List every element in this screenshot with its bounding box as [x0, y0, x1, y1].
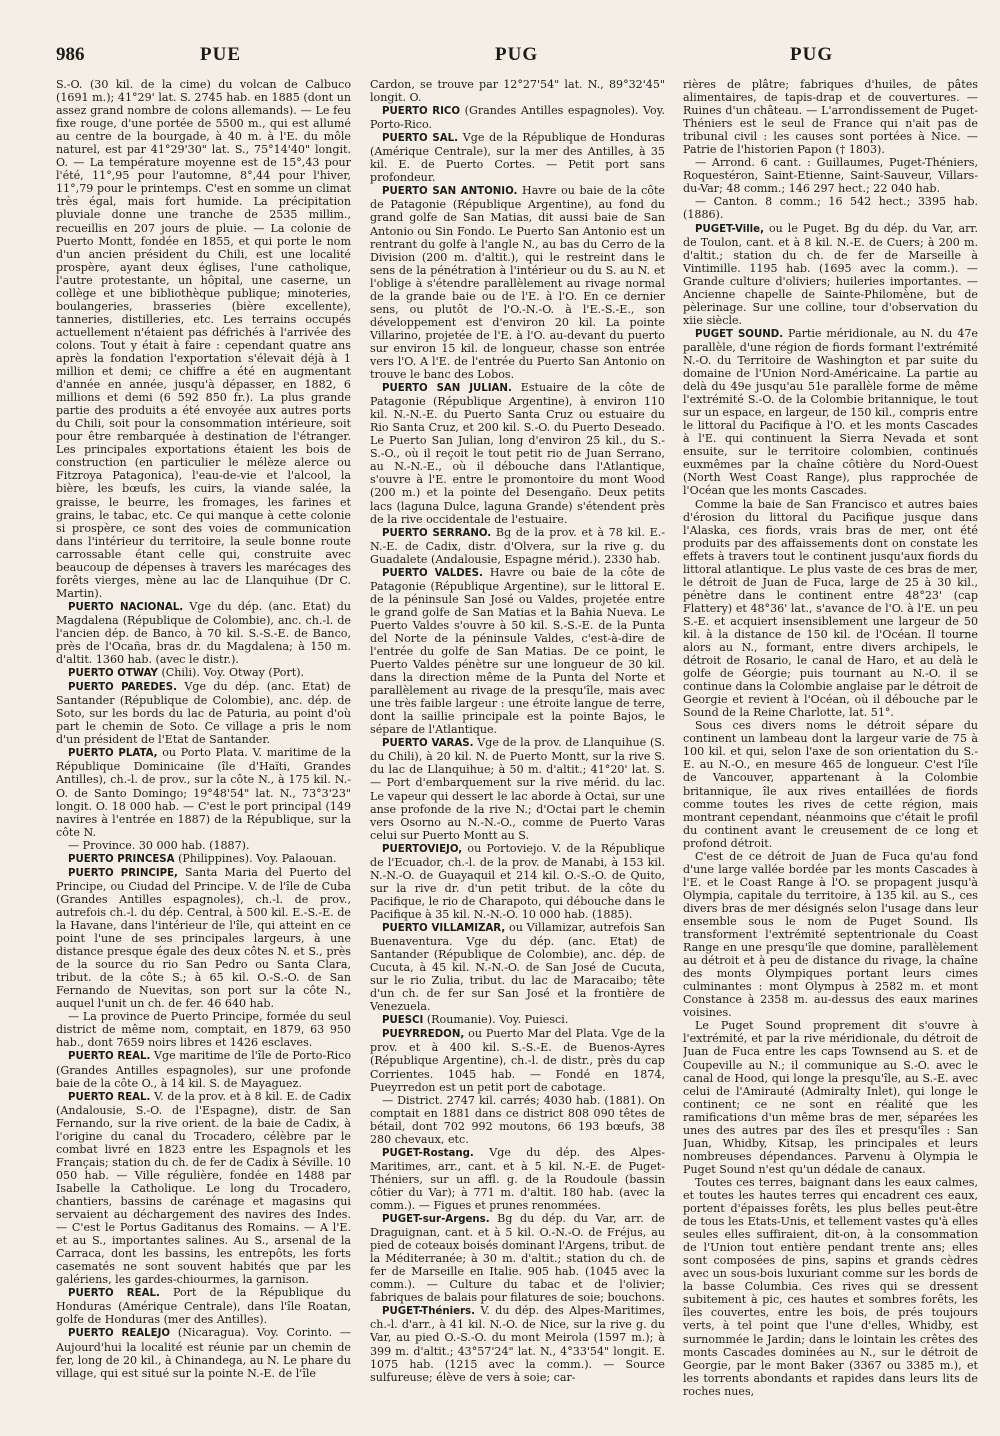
dictionary-entry	[683, 327, 978, 498]
entry-headword: PUGET-sur-Argens.	[382, 1214, 490, 1226]
entry-text: ou Villamizar, autrefois San Buenaventura. Vge du dép. (anc. Etat) de Santander (République de Colombie), anc. dép. de Cucuta, à 45 kil. N.-N.-O. de San José de Cucuta, sur le rio Zulia, tribut. du lac de Maracaibo; tête d'un ch. de fer sur San José et la frontière de Venezuela.	[370, 921, 665, 1014]
dictionary-entry	[370, 736, 665, 841]
dictionary-entry	[370, 1212, 665, 1304]
entry-text: V. du dép. des Alpes-Maritimes, ch.-l. d'arr., à 41 kil. N.-O. de Nice, sur la rive g. du Var, au pied O.-S.-O. du mont Meirola (1597 m.); à 399 m. d'altit.; 43°57'24" lat. N., 4°33'54" longit. E. 1075 hab. (1215 avec la comm.). — Source sulfureuse; élève de vers à soie; car-	[370, 1304, 665, 1384]
entry-text: Sous ces divers noms le détroit sépare du continent un lambeau dont la largeur varie de 75 à 100 kil. et qui, selon l'axe de son orientation du S.-E. au N.-O., en mesure 465 de longueur. C'est l'île de Vancouver, appartenant à la Colombie britannique, île aux rives entaillées de fiords comme toutes les rives de cette région, mais montrant cependant, néanmoins que c'était le profil du continent avant le creusement de ce long et profond détroit.	[683, 719, 978, 850]
entry-text: (Roumanie). Voy. Puiesci.	[426, 1013, 569, 1027]
entry-text: — Arrond. 6 cant. : Guillaumes, Puget-Théniers, Roquestéron, Saint-Etienne, Saint-Sauveur, Villars-du-Var; 48 comm.; 146 297 hect.; 22 040 hab.	[683, 156, 978, 196]
entry-text: Vge de la prov. de Llanquihue (S. du Chili), à 20 kil. N. de Puerto Montt, sur la rive S. du lac de Llanquihue; à 50 m. d'altit.; 41°20' lat. S. — Port d'embarquement sur la rive mérid. du lac. Le vapeur qui dessert le lac aborde à Octai, sur une anse profonde de la rive N.; d'Octai part le chemin vers Osorno au N.-N.-O., comme de Puerto Varas celui sur Puerto Montt au S.	[370, 736, 665, 842]
dictionary-entry	[56, 600, 351, 666]
text-column-right	[683, 78, 978, 1423]
entry-headword: PUGET-Ville,	[695, 223, 764, 235]
entry-headword: PUERTOVIEJO,	[382, 843, 463, 855]
entry-text: Vge maritime de l'île de Porto-Rico (Grandes Antilles espagnoles), sur une profonde baie de la côte O., à 14 kil. S. de Mayaguez.	[56, 1049, 351, 1090]
page-header	[0, 44, 1000, 72]
entry-text: V. de la prov. et à 8 kil. E. de Cadix (Andalousie, S.-O. de l'Espagne), distr. de San Fernando, sur la rive orient. de la baie de Cadix, à l'origine du canal du Trocadero, célèbre par le combat livré en 1823 entre les Espagnols et les Français; station du ch. de fer de Cadix à Séville. 10 050 hab. — Ville régulière, fondée en 1488 par Isabelle la Catholique. Le long du Trocadero, chantiers, bassins de carénage et magasins qui servaient au déchargement des navires des Indes. — C'est le Portus Gaditanus des Romains. — A l'E. et au S., importantes salines. Au S., arsenal de la Carraca, dont les bassins, les entrepôts, les forts casematés ne sont souvent habités que par les galériens, les gardes-chiourmes, la garnison.	[56, 1089, 351, 1287]
entry-headword: PUERTO PRINCIPE,	[68, 867, 178, 879]
entry-text: Vge de la République de Honduras (Amérique Centrale), sur la mer des Antilles, à 35 kil. E. de Puerto Cortes. — Petit port sans profondeur.	[370, 131, 665, 185]
entry-headword: PUERTO VALDES.	[382, 567, 483, 579]
dictionary-entry	[683, 222, 978, 327]
dictionary-entry	[56, 78, 351, 600]
entry-headword: PUERTO VILLAMIZAR,	[382, 923, 506, 934]
entry-headword: PUERTO SERRANO.	[382, 527, 492, 539]
entry-headword: PUGET SOUND.	[695, 328, 784, 340]
entry-text: (Philippines). Voy. Palaouan.	[178, 851, 337, 865]
entry-text: (Chili). Voy. Otway (Port).	[161, 666, 305, 680]
entry-text: ou Portoviejo. V. de la République de l'Ecuador, ch.-l. de la prov. de Manabi, à 153 kil. N.-N.-O. de Guayaquil et 214 kil. O.-S.-O. de Quito, sur la rive dr. d'un petit tribut. de la côte du Pacifique, le rio de Charapoto, qui débouche dans le Pacifique à 35 kil. N.-N.-O. 10 000 hab. (1885).	[370, 841, 665, 921]
entry-headword: PUERTO REAL.	[68, 1051, 151, 1063]
entry-headword: PUGET-Rostang.	[382, 1147, 474, 1159]
entry-text: Comme la baie de San Francisco et autres baies d'érosion du littoral du Pacifique jusque dans l'Alaska, ces fiords, vrais bras de mer, ont été produits par des affaissements dont on constate les effets à travers tout le continent jusqu'aux fiords du littoral atlantique. Le plus vaste de ces bras de mer, le détroit de Juan de Fuca, large de 25 à 30 kil., pénètre dans le continent entre 48°23' (cap Flattery) et 48°36' lat., s'avance de l'O. à l'E. un peu S.-E. et acquiert insensiblement une largeur de 50 kil. à la distance de 150 kil. de l'Océan. Il tourne alors au N., formant, entre divers archipels, le détroit de Rosario, le canal de Haro, et au delà le golfe de Géorgie; puis tournant au N.-O. il se continue dans la Colombie anglaise par le détroit de Georgie et revient à l'Océan, où il débouche par le Sound de la Reine Charlotte, lat. 51°.	[683, 497, 978, 720]
entry-headword: PUERTO PLATA,	[68, 748, 158, 760]
entry-headword: PUERTO RICO	[382, 106, 461, 118]
entry-text: ou Porto Plata. V. maritime de la République Dominicaine (île d'Haïti, Grandes Antilles), ch.-l. de prov., sur la côte N., à 175 kil. N.-O. de Santo Domingo; 19°48'54" lat. N., 73°3'23" longit. O. 18 000 hab. — C'est le port principal (149 navires à l'entrée en 1887) de la République, sur la côte N.	[56, 746, 351, 839]
dictionary-entry	[370, 1027, 665, 1093]
dictionary-entry	[370, 1094, 665, 1146]
entry-text: Toutes ces terres, baignant dans les eaux calmes, et toutes les hautes terres qui encadrent ces eaux, portent d'épaisses forêts, les plus belles peut-être de tous les Etats-Unis, et tellement vastes qu'à elles seules elles suffiraient, dit-on, à la consommation de l'Union tout entière pendant trente ans; elles sont composées de pins, sapins et grands cèdres avec un sous-bois luxuriant comme sur les bords de la basse Columbia. Ces rives qui se dressent subitement à pic, ces hautes et sombres forêts, les îles couvertes, entre les bois, de prés toujours verts, à tel point que l'une d'elles, Whidby, est surnommée le Jardin; dans le lointain les crêtes des monts Cascades dominées au N., sur le détroit de Georgie, par le mont Baker (3367 ou 3385 m.), et les torrents abondants et rapides dans leurs lits de roches nues,	[683, 1175, 978, 1398]
dictionary-entry	[370, 184, 665, 381]
dictionary-entry	[56, 1090, 351, 1287]
dictionary-entry	[56, 839, 351, 852]
dictionary-entry	[370, 566, 665, 737]
dictionary-entry	[683, 78, 978, 156]
dictionary-entry	[370, 921, 665, 1013]
entry-text: — Province. 30 000 hab. (1887).	[68, 838, 250, 852]
entry-headword: PUERTO PAREDES.	[68, 682, 177, 694]
dictionary-entry	[370, 842, 665, 921]
entry-text: Port de la République du Honduras (Amérique Centrale), dans l'île Roatan, golfe de Honduras (mer des Antilles).	[56, 1286, 351, 1327]
dictionary-entry	[56, 746, 351, 838]
entry-headword: PUERTO SAN ANTONIO.	[382, 186, 518, 198]
entry-text: Estuaire de la côte de Patagonie (République Argentine), à environ 110 kil. N.-N.-E. du Puerto Santa Cruz ou estuaire du Rio Santa Cruz, et 200 kil. S.-O. du Puerto Deseado. Le Puerto San Julian, long d'environ 25 kil., du S.-S.-O., où il reçoit le tout petit rio de Juan Serrano, au N.-N.-E., où il débouche dans l'Atlantique, s'ouvre à l'E. entre le promontoire du mont Wood (200 m.) et la pointe del Desengaño. Deux petits lacs (laguna Dulce, laguna Grande) s'étendent près de la rive occidentale de l'estuaire.	[370, 381, 665, 526]
dictionary-entry	[370, 526, 665, 566]
entry-text: — District. 2747 kil. carrés; 4030 hab. (1881). On comptait en 1881 dans ce district 808 090 têtes de bétail, dont 702 992 moutons, 66 193 bœufs, 38 280 chevaux, etc.	[370, 1093, 665, 1146]
dictionary-entry	[370, 1013, 665, 1027]
entry-headword: PUERTO REALEJO	[68, 1328, 171, 1340]
dictionary-entry	[683, 719, 978, 849]
entry-text: rières de plâtre; fabriques d'huiles, de pâtes alimentaires, de tapis-drap et de couvertures. — Ruines d'un château. — L'arrondissement de Puget-Théniers est le seul de France qui n'ait pas de tribunal civil : les causes sont portées à Nice. — Patrie de l'historien Papon († 1803).	[683, 78, 978, 157]
entry-text: ou le Puget. Bg du dép. du Var, arr. de Toulon, cant. et à 8 kil. N.-E. de Cuers; à 200 m. d'altit.; station du ch. de fer de Marseille à Vintimille. 1195 hab. (1695 avec la comm.). — Grande culture d'oliviers; huileries importantes. — Ancienne chapelle de Sainte-Philomène, but de pèlerinage. Sur une colline, tour d'observation du xiie siècle.	[683, 221, 978, 327]
dictionary-entry	[370, 1146, 665, 1212]
entry-text: (Nicaragua). Voy. Corinto. — Aujourd'hui la localité est réunie par un chemin de fer, long de 20 kil., à Chinandega, au N. Le phare du village, qui est situé sur la pointe N.-E. de l'île	[56, 1326, 351, 1380]
entry-text: Santa Maria del Puerto del Principe, ou Ciudad del Principe. V. de l'île de Cuba (Grandes Antilles espagnoles), ch.-l. de prov., autrefois ch.-l. du dép. Central, à 500 kil. E.-S.-E. de la Havane, dans l'intérieur de l'île, qui atteint en ce point l'une de ses principales largeurs, à une distance presque égale des deux côtes N. et S., près de la source du rio San Pedro ou Santa Clara, tribut. de la côte S.; à 65 kil. O.-S.-O. de San Fernando de Nuevitas, son port sur la côte N., auquel l'unit un ch. de fer. 46 640 hab.	[56, 865, 351, 1011]
dictionary-entry	[370, 78, 665, 104]
dictionary-entry	[56, 1049, 351, 1089]
entry-headword: PUERTO SAN JULIAN.	[382, 383, 512, 395]
entry-text: Bg de la prov. et à 78 kil. E.-N.-E. de Cadix, distr. d'Olvera, sur la rive g. du Guadalete (Andalousie, Espagne mérid.). 2330 hab.	[370, 525, 665, 566]
dictionary-entry	[370, 1304, 665, 1383]
dictionary-entry	[370, 131, 665, 184]
entry-text: Bg du dép. du Var, arr. de Draguignan, cant. et à 5 kil. O.-N.-O. de Fréjus, au pied de coteaux boisés dominant l'Argens, tribut. de la Méditerranée; à 30 m. d'altit.; station du ch. de fer de Marseille en Italie. 905 hab. (1045 avec la comm.). — Culture du tabac et de l'olivier; fabriques de balais pour filatures de soie; bouchons.	[370, 1212, 665, 1305]
dictionary-entry	[370, 381, 665, 526]
entry-headword: PUERTO REAL.	[68, 1288, 160, 1300]
dictionary-entry	[56, 666, 351, 680]
entry-headword: PUERTO OTWAY	[68, 668, 158, 680]
dictionary-entry	[56, 852, 351, 866]
entry-headword: PUERTO PRINCESA	[68, 853, 175, 865]
entry-text: Partie méridionale, au N. du 47e parallèle, d'une région de fiords formant l'extrémité N.-O. du Territoire de Washington et par suite du domaine de l'Union Nord-Américaine. La partie au delà du 49e jusqu'au 51e parallèle forme de même l'extrémité S.-O. de la Colombie britannique, le tout sur un espace, en largeur, de 150 kil., compris entre le littoral du Pacifique à l'O. et les monts Cascades à l'E. qui continuent la Sierra Nevada et sont ensuite, sur le territoire colombien, continués euxmêmes par la chaîne côtière du Nord-Ouest (North West Coast Range), plus rapprochée de l'Océan que les monts Cascades.	[683, 326, 978, 498]
dictionary-entry	[56, 680, 351, 746]
entry-text: Le Puget Sound proprement dit s'ouvre à l'extrémité, et par la rive méridionale, du détroit de Juan de Fuca entre les caps Townsend au S. et de Coupeville au N.; il communique au S.-O. avec le canal de Hood, qui longe la presqu'île, au S.-E. avec celui de l'Amirauté (Admiralty Inlet), qui longe le continent; ce ne sont en réalité que les ramifications d'un même bras de mer, séparées les unes des autres par des îles et presqu'îles : San Juan, Whidby, Kitsap, les principales et leurs nombreuses dépendances. Parvenu à Olympia le Puget Sound n'est qu'un dédale de canaux.	[683, 1019, 978, 1176]
dictionary-entry	[370, 104, 665, 131]
dictionary-entry	[56, 1286, 351, 1326]
entry-text: (Grandes Antilles espagnoles). Voy. Porto-Rico.	[370, 104, 665, 132]
entry-text: C'est de ce détroit de Juan de Fuca qu'au fond d'une large vallée bordée par les monts Cascades à l'E. et le Coast Range à l'O. se propagent jusqu'à Olympia, capitale du territoire, à 135 kil. au S., ces divers bras de mer désignés selon l'usage dans leur ensemble sous le nom de Puget Sound. Ils transforment l'extrémité septentrionale du Coast Range en une presqu'île que domine, parallèlement au détroit et à peu de distance du rivage, la chaîne des monts Olympiques portant leurs cimes culminantes : mont Olympus à 2582 m. et mont Constance à 2358 m. au-dessus des eaux marines voisines.	[683, 849, 978, 1020]
text-column-middle	[370, 78, 665, 1423]
dictionary-entry	[683, 850, 978, 1020]
dictionary-entry	[683, 156, 978, 195]
dictionary-entry	[56, 866, 351, 1011]
entry-headword: PUERTO NACIONAL.	[68, 601, 184, 613]
running-headword-center: PUG	[495, 44, 539, 65]
entry-text: Havre ou baie de la côte de Patagonie (République Argentine), au fond du grand golfe de San Matias, dit aussi baie de San Antonio ou Sin Fondo. Le Puerto San Antonio est un rentrant du golfe à l'angle N., au bas du Cerro de la Division (200 m. d'altit.), qui le restreint dans le sens de la pénétration à l'intérieur ou du S. au N. et l'oblige à s'étendre parallèlement au rivage normal de la grande baie ou de l'E. à l'O. En ce dernier sens, ou plutôt de l'O.-N.-O. à l'E.-S.-E., son développement est d'environ 20 kil. La pointe Villarino, projetée de l'E. à l'O. au-devant du puerto sur environ 15 kil. de longueur, chasse son entrée vers l'O. A l'E. de l'entrée du Puerto San Antonio on trouve le banc des Lobos.	[370, 184, 665, 382]
running-headword-left: PUE	[200, 44, 241, 65]
entry-text: — Canton. 8 comm.; 16 542 hect.; 3395 hab. (1886).	[683, 195, 978, 222]
entry-headword: PUEYRREDON,	[382, 1029, 465, 1041]
entry-text: S.-O. (30 kil. de la cime) du volcan de Calbuco (1691 m.); 41°29' lat. S. 2745 hab. en 1885 (dont un assez grand nombre de colons allemands). — Le feu fixe rouge, d'une portée de 5500 m., qui est allumé au centre de la bourgade, à 40 m. à l'E. du môle naturel, est par 41°29'30" lat. S., 75°14'40" longit. O. — La température moyenne est de 15°,43 pour l'été, 11°,95 pour l'automne, 8°,44 pour l'hiver, 11°,79 pour le printemps. C'est en somme un climat très égal, mais fort humide. La précipitation pluviale donne une tranche de 2535 millim., recueillis en 207 jours de pluie. — La colonie de Puerto Montt, fondée en 1855, et qui porte le nom d'un ancien président du Chili, est une localité prospère, ayant deux églises, l'une catholique, l'autre protestante, un hôpital, une caserne, un collège et une bibliothèque publique; minoteries, boulangeries, brasseries (bière excellente), tanneries, distilleries, etc. Les terrains occupés actuellement n'étaient pas défrichés à l'arrivée des colons. Tout y était à faire : cependant quatre ans après la fondation l'exportation s'élevait déjà à 1 million et demi; ce chiffre a été en augmentant d'année en année, jusqu'à dépasser, en 1882, 6 millions et demi (6 592 850 fr.). La plus grande partie des produits a été envoyée aux autres ports du Chili, soit pour la consommation intérieure, soit pour être rembarquée à destination de l'étranger. Les principales exportations étaient les bois de construction (en particulier le mélèze alerce ou Fitzroya Patagonica), l'eau-de-vie et l'alcool, la bière, les bœufs, les cuirs, la viande salée, la graisse, le beurre, les fromages, les farines et grains, le tabac, etc. Ce qui manque à cette colonie si prospère, ce sont des voies de communication dans l'intérieur du territoire, la seule bonne route carrossable étant celle qui, construite avec beaucoup de dépenses à travers les marécages des forêts vierges, mène au lac de Llanquihue (Dr C. Martin).	[56, 78, 351, 600]
entry-text: ou Puerto Mar del Plata. Vge de la prov. et à 400 kil. S.-S.-E. de Buenos-Ayres (République Argentine), ch.-l. de distr., près du cap Corrientes. 1045 hab. — Fondé en 1874, Pueyrredon est un petit port de cabotage.	[370, 1027, 665, 1094]
dictionary-entry	[56, 1010, 351, 1049]
entry-headword: PUERTO VARAS.	[382, 738, 474, 750]
dictionary-entry	[683, 1176, 978, 1398]
entry-text: Vge du dép. (anc. Etat) de Santander (République de Colombie), anc. dép. de Soto, sur les bords du lac de Paturia, au point d'où part le chemin de Soto. Ce village a pris le nom d'un président de l'Etat de Santander.	[56, 680, 351, 747]
entry-text: Havre ou baie de la côte de Patagonie (République Argentine), sur le littoral E. de la péninsule San José ou Valdes, projetée entre le grand golfe de San Matias et la Bahia Nueva. Le Puerto Valdes s'ouvre à 50 kil. S.-S.-E. de la Punta del Norte de la péninsule Valdes, c'est-à-dire de l'entrée du golfe de San Matias. De ce point, le Puerto Valdes pénètre sur une longueur de 30 kil. dans la direction même de la Punta del Norte et parallèlement au rivage de la presqu'île, mais avec une très faible largeur : une étroite langue de terre, dont la saillie principale est la pointe Bajos, le sépare de l'Atlantique.	[370, 565, 665, 737]
entry-headword: PUERTO REAL.	[68, 1091, 151, 1103]
dictionary-entry	[683, 195, 978, 221]
entry-text: Vge du dép. (anc. Etat) du Magdalena (République de Colombie), anc. ch.-l. de l'ancien dép. de Banco, à 70 kil. S.-S.-E. de Banco, près de l'Ocaña, bras dr. du Magdalena; à 150 m. d'altit. 1360 hab. (avec le distr.).	[56, 599, 351, 667]
page-number: 986	[56, 44, 85, 65]
entry-headword: PUESCI	[382, 1015, 424, 1027]
dictionary-entry	[683, 1019, 978, 1176]
entry-headword: PUGET-Théniers.	[382, 1306, 475, 1318]
entry-text: Vge du dép. des Alpes-Maritimes, arr., cant. et à 5 kil. N.-E. de Puget-Théniers, sur un affl. g. de la Roudoule (bassin côtier du Var); à 771 m. d'altit. 180 hab. (avec la comm.). — Figues et prunes renommées.	[370, 1145, 665, 1212]
entry-text: Cardon, se trouve par 12°27'54" lat. N., 89°32'45" longit. O.	[370, 78, 665, 105]
entry-headword: PUERTO SAL.	[382, 133, 459, 145]
entry-text: — La province de Puerto Principe, formée du seul district de même nom, comptait, en 1879, 63 950 hab., dont 7659 noirs libres et 1426 esclaves.	[56, 1010, 351, 1050]
running-headword-right: PUG	[790, 44, 834, 65]
text-column-left	[56, 78, 351, 1423]
dictionary-entry	[683, 498, 978, 720]
dictionary-entry	[56, 1326, 351, 1379]
